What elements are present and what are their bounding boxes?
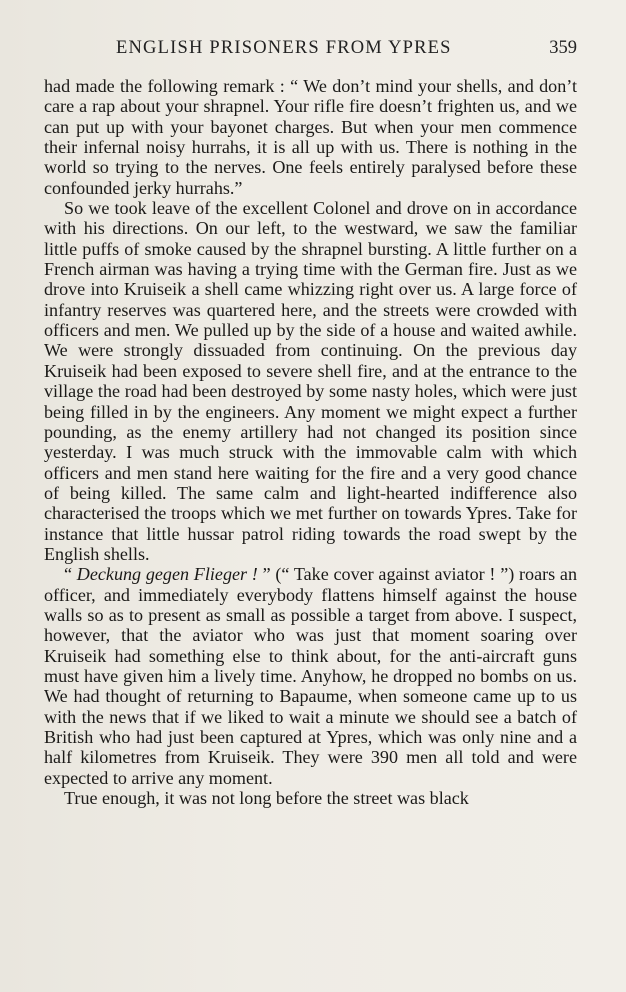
paragraph-aviator-rest: ” (“ Take cover against aviator ! ”) roars an officer, and immediately everybody flattens himself against the house walls so as to present as small as possible a target from above. I suspect, however, that the aviator who was just that moment soaring over Kruiseik had something else to think about, for the anti-aircraft guns must have given him a lively time. Anyhow, he dropped no bombs on us. We had thought of returning to Bapaume, when someone came up to us with the news that if we liked to wait a minute we should see a batch of British who had just been captured at Ypres, which was only nine and a half kilometres from Kruiseik. They were 390 men all told and were expected to arrive any moment. — [44, 564, 578, 788]
running-head: ENGLISH PRISONERS FROM YPRES — [116, 38, 452, 58]
paragraph-final: True enough, it was not long before the street was black — [64, 788, 469, 809]
paragraph-continuation: had made the following remark : “ We don’t mind your shells, and don’t care a rap about your shrapnel. Your rifle fire doesn’t frighten us, and we can put up with your bayonet charges. But when your men commence their infernal noisy hurrahs, it is all up with us. There is nothing in the world so trying to the nerves. One feels entirely paralysed before these confounded jerky hurrahs.” — [44, 76, 577, 198]
body-text — [44, 76, 577, 808]
page-number: 359 — [549, 38, 577, 58]
paragraph-colonel: So we took leave of the excellent Colonel and drove on in accordance with his directions. On our left, to the westward, we saw the familiar little puffs of smoke caused by the shrapnel bursting. A little further on a French airman was having a trying time with the German fire. Just as we drove into Kruiseik a shell came whizzing right over us. A large force of infantry reserves was quartered here, and the streets were crowded with officers and men. We pulled up by the side of a house and waited awhile. We were strongly dissuaded from continuing. On the previous day Kruiseik had been exposed to severe shell fire, and at the entrance to the village the road had been destroyed by some nasty holes, which were just being filled in by the engineers. Any moment we might expect a further pounding, as the enemy artillery had not changed its position since yesterday. I was much struck with the immovable calm with which officers and men stand here waiting for the fire and a very good chance of being killed. The same calm and light-hearted indifference also characterised the troops which we met further on towards Ypres. Take for instance that little hussar patrol riding towards the road swept by the English shells. — [44, 198, 577, 564]
german-command: Deckung gegen Flieger ! — [76, 564, 258, 585]
paragraph-aviator — [44, 564, 577, 788]
page-header — [44, 38, 577, 62]
open-quote: “ — [64, 564, 77, 585]
